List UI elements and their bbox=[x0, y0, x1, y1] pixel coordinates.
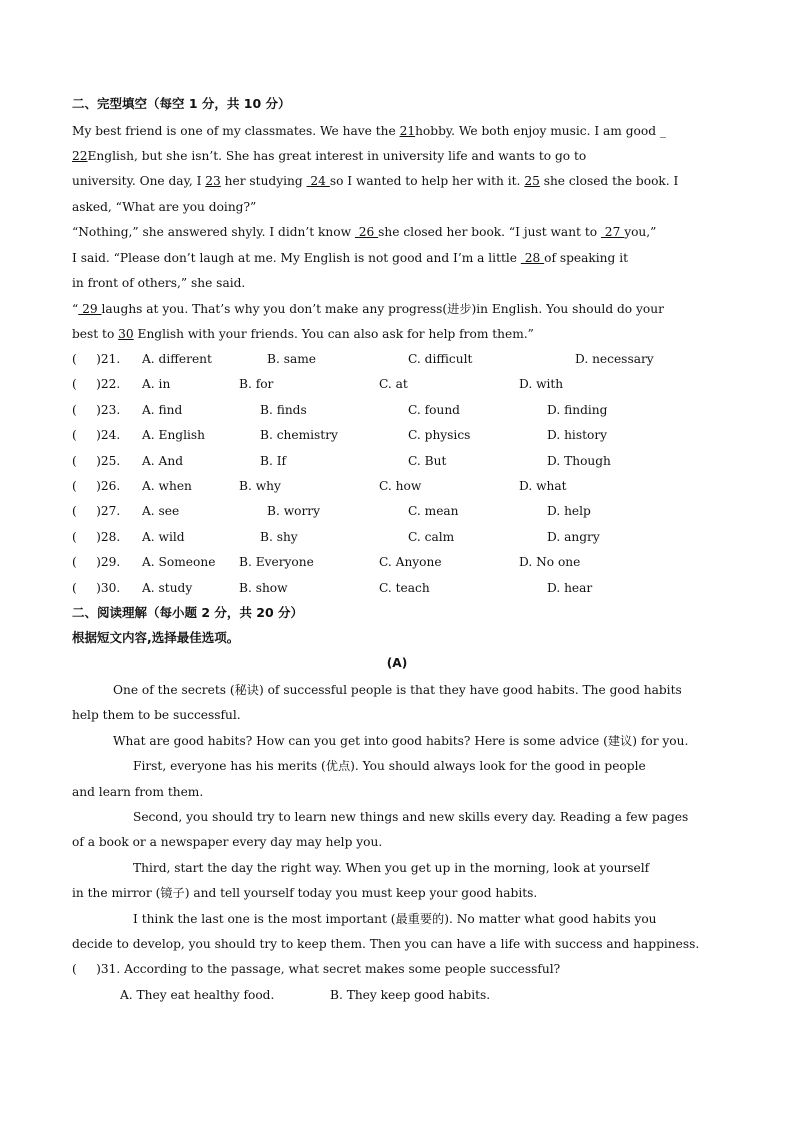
option-c: C. But bbox=[408, 454, 447, 468]
option-d: D. hear bbox=[547, 581, 593, 595]
question-31-stem: According to the passage, what secret makes some people successful? bbox=[124, 962, 561, 976]
option-c: C. calm bbox=[408, 530, 455, 544]
option-a: A. Someone bbox=[142, 555, 216, 569]
option-a: A. see bbox=[142, 504, 180, 518]
question-31-number: ( )31. bbox=[72, 962, 121, 976]
option-d: D. what bbox=[519, 479, 567, 493]
option-b: B. finds bbox=[260, 403, 307, 417]
section-heading-reading: 二、阅读理解（每小题 2 分，共 20 分） bbox=[72, 605, 304, 620]
reading-line-2: help them to be successful. bbox=[72, 708, 241, 722]
option-b: B. chemistry bbox=[260, 428, 338, 442]
reading-line-9: in the mirror (镜子) and tell yourself today you must keep your good habits. bbox=[72, 886, 538, 900]
option-c: C. Anyone bbox=[379, 555, 442, 569]
option-d: D. finding bbox=[547, 403, 608, 417]
option-d: D. history bbox=[547, 428, 608, 442]
reading-line-8: Third, start the day the right way. When you get up in the morning, look at yourself bbox=[133, 861, 650, 875]
option-b: B. worry bbox=[267, 504, 321, 518]
blank-28: 28 bbox=[520, 251, 545, 265]
question-31-option-b: B. They keep good habits. bbox=[330, 988, 491, 1002]
blank-26: 26 bbox=[354, 225, 379, 239]
blank-22: 22 bbox=[72, 149, 88, 163]
option-c: C. difficult bbox=[408, 352, 473, 366]
reading-line-11: decide to develop, you should try to keep them. Then you can have a life with success and happiness. bbox=[72, 937, 700, 951]
section-heading-cloze: 二、完型填空（每空 1 分，共 10 分） bbox=[72, 96, 291, 111]
option-a: A. study bbox=[142, 581, 193, 595]
passage-line-6: I said. “Please don’t laugh at me. My English is not good and I’m a little 28 of speaking it bbox=[72, 251, 628, 265]
option-a: A. And bbox=[142, 454, 184, 468]
passage-line-5: “Nothing,” she answered shyly. I didn’t know 26 she closed her book. “I just want to 27 you,” bbox=[72, 225, 657, 239]
option-c: C. physics bbox=[408, 428, 471, 442]
blank-25: 25 bbox=[524, 174, 540, 188]
option-c: C. found bbox=[408, 403, 460, 417]
reading-line-3: What are good habits? How can you get into good habits? Here is some advice (建议) for you. bbox=[113, 734, 689, 748]
reading-line-5: and learn from them. bbox=[72, 785, 204, 799]
passage-line-3: university. One day, I 23 her studying 24 so I wanted to help her with it. 25 she closed the book. I bbox=[72, 174, 679, 188]
reading-line-6: Second, you should try to learn new things and new skills every day. Reading a few pages bbox=[133, 810, 689, 824]
question-number: ( )29. bbox=[72, 555, 121, 569]
option-a: A. in bbox=[142, 377, 171, 391]
blank-27: 27 bbox=[600, 225, 625, 239]
question-number: ( )23. bbox=[72, 403, 121, 417]
question-number: ( )28. bbox=[72, 530, 121, 544]
question-number: ( )27. bbox=[72, 504, 121, 518]
option-c: C. teach bbox=[379, 581, 430, 595]
option-b: B. show bbox=[239, 581, 288, 595]
reading-line-1: One of the secrets (秘诀) of successful people is that they have good habits. The good habits bbox=[113, 683, 682, 697]
passage-line-8: “ 29 laughs at you. That’s why you don’t make any progress(进步)in English. You should do your bbox=[72, 302, 664, 316]
blank-29: 29 bbox=[78, 302, 102, 316]
option-a: A. different bbox=[142, 352, 212, 366]
option-d: D. No one bbox=[519, 555, 581, 569]
option-b: B. why bbox=[239, 479, 281, 493]
passage-line-7: in front of others,” she said. bbox=[72, 276, 246, 290]
question-number: ( )24. bbox=[72, 428, 121, 442]
reading-instruction: 根据短文内容,选择最佳选项。 bbox=[72, 630, 240, 645]
blank-30: 30 bbox=[118, 327, 134, 341]
option-d: D. necessary bbox=[575, 352, 654, 366]
question-number: ( )30. bbox=[72, 581, 121, 595]
passage-line-9: best to 30 English with your friends. You can also ask for help from them.” bbox=[72, 327, 534, 341]
passage-line-4: asked, “What are you doing?” bbox=[72, 200, 257, 214]
question-number: ( )26. bbox=[72, 479, 121, 493]
passage-line-1: My best friend is one of my classmates. We have the 21hobby. We both enjoy music. I am good _ bbox=[72, 124, 666, 138]
option-a: A. find bbox=[142, 403, 183, 417]
passage-line-2: 22English, but she isn’t. She has great interest in university life and wants to go to bbox=[72, 149, 587, 163]
option-b: B. for bbox=[239, 377, 274, 391]
option-c: C. how bbox=[379, 479, 422, 493]
passage-label: (A) bbox=[386, 656, 408, 670]
option-a: A. English bbox=[142, 428, 205, 442]
question-number: ( )22. bbox=[72, 377, 121, 391]
option-b: B. same bbox=[267, 352, 316, 366]
option-d: D. angry bbox=[547, 530, 600, 544]
option-b: B. If bbox=[260, 454, 287, 468]
option-d: D. Though bbox=[547, 454, 611, 468]
question-number: ( )25. bbox=[72, 454, 121, 468]
option-b: B. Everyone bbox=[239, 555, 314, 569]
question-31 bbox=[72, 961, 560, 977]
question-number: ( )21. bbox=[72, 352, 121, 366]
blank-24: 24 bbox=[306, 174, 330, 188]
reading-line-4: First, everyone has his merits (优点). You should always look for the good in people bbox=[133, 759, 646, 773]
option-a: A. when bbox=[142, 479, 192, 493]
option-c: C. at bbox=[379, 377, 408, 391]
reading-line-7: of a book or a newspaper every day may help you. bbox=[72, 835, 383, 849]
option-c: C. mean bbox=[408, 504, 459, 518]
option-a: A. wild bbox=[142, 530, 185, 544]
question-31-option-a: A. They eat healthy food. bbox=[120, 988, 275, 1002]
option-b: B. shy bbox=[260, 530, 298, 544]
option-d: D. with bbox=[519, 377, 564, 391]
option-d: D. help bbox=[547, 504, 591, 518]
reading-line-10: I think the last one is the most important (最重要的). No matter what good habits you bbox=[133, 912, 657, 926]
blank-21: 21 bbox=[399, 124, 416, 138]
blank-23: 23 bbox=[205, 174, 221, 188]
